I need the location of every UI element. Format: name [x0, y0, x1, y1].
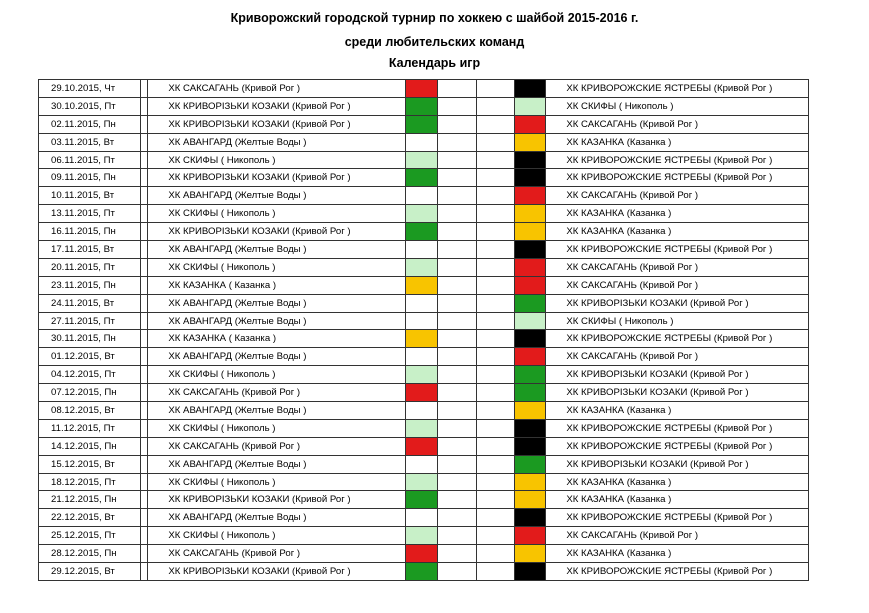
away-team: ХК КАЗАНКА (Казанка ): [546, 402, 809, 420]
home-color-swatch: [405, 437, 437, 455]
away-color-swatch: [515, 437, 546, 455]
away-color-swatch: [515, 97, 546, 115]
table-row: [39, 241, 809, 259]
away-team: ХК КРИВОРОЖСКИЕ ЯСТРЕБЫ (Кривой Рог ): [546, 169, 809, 187]
score-cell: [476, 97, 515, 115]
away-team: ХК САКСАГАНЬ (Кривой Рог ): [546, 115, 809, 133]
home-color-swatch: [405, 455, 437, 473]
home-team: ХК КРИВОРІЗЬКИ КОЗАКИ (Кривой Рог ): [148, 115, 405, 133]
table-row: [39, 294, 809, 312]
gap-cell: [141, 563, 148, 581]
score-cell: [476, 241, 515, 259]
away-team: ХК САКСАГАНЬ (Кривой Рог ): [546, 258, 809, 276]
score-cell: [476, 187, 515, 205]
away-team: ХК КРИВОРОЖСКИЕ ЯСТРЕБЫ (Кривой Рог ): [546, 151, 809, 169]
score-cell: [438, 330, 477, 348]
table-row: [39, 276, 809, 294]
away-color-swatch: [515, 402, 546, 420]
game-date: 23.11.2015, Пн: [39, 276, 141, 294]
home-team: ХК КРИВОРІЗЬКИ КОЗАКИ (Кривой Рог ): [148, 169, 405, 187]
score-cell: [438, 366, 477, 384]
table-row: [39, 205, 809, 223]
home-color-swatch: [405, 294, 437, 312]
away-team: ХК САКСАГАНЬ (Кривой Рог ): [546, 527, 809, 545]
home-color-swatch: [405, 473, 437, 491]
score-cell: [476, 276, 515, 294]
home-color-swatch: [405, 384, 437, 402]
home-color-swatch: [405, 115, 437, 133]
score-cell: [438, 312, 477, 330]
score-cell: [438, 258, 477, 276]
home-color-swatch: [405, 223, 437, 241]
home-color-swatch: [405, 402, 437, 420]
home-color-swatch: [405, 419, 437, 437]
away-team: ХК САКСАГАНЬ (Кривой Рог ): [546, 187, 809, 205]
away-color-swatch: [515, 527, 546, 545]
home-team: ХК АВАНГАРД (Желтые Воды ): [148, 133, 405, 151]
home-team: ХК СКИФЫ ( Никополь ): [148, 366, 405, 384]
gap-cell: [141, 241, 148, 259]
gap-cell: [141, 348, 148, 366]
table-row: [39, 80, 809, 98]
away-color-swatch: [515, 419, 546, 437]
away-color-swatch: [515, 169, 546, 187]
gap-cell: [141, 169, 148, 187]
score-cell: [476, 455, 515, 473]
home-team: ХК СКИФЫ ( Никополь ): [148, 473, 405, 491]
away-team: ХК КАЗАНКА (Казанка ): [546, 473, 809, 491]
gap-cell: [141, 312, 148, 330]
home-team: ХК АВАНГАРД (Желтые Воды ): [148, 187, 405, 205]
game-date: 15.12.2015, Вт: [39, 455, 141, 473]
score-cell: [438, 545, 477, 563]
gap-cell: [141, 223, 148, 241]
home-team: ХК СКИФЫ ( Никополь ): [148, 419, 405, 437]
home-team: ХК СКИФЫ ( Никополь ): [148, 205, 405, 223]
table-row: [39, 330, 809, 348]
score-cell: [438, 402, 477, 420]
score-cell: [438, 97, 477, 115]
home-color-swatch: [405, 348, 437, 366]
score-cell: [476, 402, 515, 420]
score-cell: [476, 563, 515, 581]
gap-cell: [141, 133, 148, 151]
score-cell: [476, 312, 515, 330]
home-team: ХК КАЗАНКА ( Казанка ): [148, 276, 405, 294]
away-color-swatch: [515, 151, 546, 169]
game-date: 13.11.2015, Пт: [39, 205, 141, 223]
away-color-swatch: [515, 223, 546, 241]
game-date: 10.11.2015, Вт: [39, 187, 141, 205]
game-date: 11.12.2015, Пт: [39, 419, 141, 437]
game-date: 01.12.2015, Вт: [39, 348, 141, 366]
game-date: 09.11.2015, Пн: [39, 169, 141, 187]
score-cell: [476, 437, 515, 455]
table-row: [39, 258, 809, 276]
schedule-table: [38, 79, 809, 581]
gap-cell: [141, 294, 148, 312]
gap-cell: [141, 366, 148, 384]
home-team: ХК САКСАГАНЬ (Кривой Рог ): [148, 545, 405, 563]
away-color-swatch: [515, 276, 546, 294]
away-team: ХК КАЗАНКА (Казанка ): [546, 223, 809, 241]
score-cell: [438, 187, 477, 205]
table-row: [39, 491, 809, 509]
game-date: 29.12.2015, Вт: [39, 563, 141, 581]
score-cell: [476, 527, 515, 545]
table-row: [39, 223, 809, 241]
away-team: ХК КРИВОРІЗЬКИ КОЗАКИ (Кривой Рог ): [546, 384, 809, 402]
score-cell: [476, 205, 515, 223]
score-cell: [438, 384, 477, 402]
game-date: 25.12.2015, Пт: [39, 527, 141, 545]
home-team: ХК СКИФЫ ( Никополь ): [148, 151, 405, 169]
away-team: ХК КАЗАНКА (Казанка ): [546, 545, 809, 563]
away-color-swatch: [515, 563, 546, 581]
game-date: 21.12.2015, Пн: [39, 491, 141, 509]
game-date: 30.10.2015, Пт: [39, 97, 141, 115]
score-cell: [438, 473, 477, 491]
gap-cell: [141, 473, 148, 491]
home-team: ХК КРИВОРІЗЬКИ КОЗАКИ (Кривой Рог ): [148, 97, 405, 115]
score-cell: [438, 563, 477, 581]
away-team: ХК КРИВОРІЗЬКИ КОЗАКИ (Кривой Рог ): [546, 294, 809, 312]
away-color-swatch: [515, 348, 546, 366]
score-cell: [438, 80, 477, 98]
away-team: ХК КРИВОРОЖСКИЕ ЯСТРЕБЫ (Кривой Рог ): [546, 330, 809, 348]
score-cell: [476, 473, 515, 491]
gap-cell: [141, 151, 148, 169]
game-date: 08.12.2015, Вт: [39, 402, 141, 420]
game-date: 17.11.2015, Вт: [39, 241, 141, 259]
score-cell: [438, 241, 477, 259]
schedule-body: [39, 80, 809, 581]
table-row: [39, 97, 809, 115]
score-cell: [438, 151, 477, 169]
score-cell: [438, 169, 477, 187]
home-team: ХК АВАНГАРД (Желтые Воды ): [148, 402, 405, 420]
away-color-swatch: [515, 312, 546, 330]
away-color-swatch: [515, 491, 546, 509]
away-color-swatch: [515, 80, 546, 98]
home-color-swatch: [405, 80, 437, 98]
away-color-swatch: [515, 115, 546, 133]
game-date: 30.11.2015, Пн: [39, 330, 141, 348]
gap-cell: [141, 402, 148, 420]
game-date: 22.12.2015, Вт: [39, 509, 141, 527]
score-cell: [476, 133, 515, 151]
table-row: [39, 169, 809, 187]
home-color-swatch: [405, 133, 437, 151]
score-cell: [476, 545, 515, 563]
score-cell: [438, 419, 477, 437]
away-team: ХК САКСАГАНЬ (Кривой Рог ): [546, 276, 809, 294]
score-cell: [438, 115, 477, 133]
home-team: ХК АВАНГАРД (Желтые Воды ): [148, 241, 405, 259]
home-color-swatch: [405, 97, 437, 115]
game-date: 20.11.2015, Пт: [39, 258, 141, 276]
score-cell: [476, 419, 515, 437]
gap-cell: [141, 97, 148, 115]
home-color-swatch: [405, 187, 437, 205]
away-color-swatch: [515, 205, 546, 223]
home-team: ХК АВАНГАРД (Желтые Воды ): [148, 294, 405, 312]
home-team: ХК САКСАГАНЬ (Кривой Рог ): [148, 437, 405, 455]
home-color-swatch: [405, 312, 437, 330]
table-row: [39, 312, 809, 330]
gap-cell: [141, 419, 148, 437]
home-color-swatch: [405, 330, 437, 348]
game-date: 06.11.2015, Пт: [39, 151, 141, 169]
away-team: ХК КАЗАНКА (Казанка ): [546, 491, 809, 509]
table-row: [39, 545, 809, 563]
away-team: ХК СКИФЫ ( Никополь ): [546, 312, 809, 330]
table-row: [39, 366, 809, 384]
score-cell: [438, 509, 477, 527]
away-team: ХК САКСАГАНЬ (Кривой Рог ): [546, 348, 809, 366]
away-team: ХК КРИВОРОЖСКИЕ ЯСТРЕБЫ (Кривой Рог ): [546, 80, 809, 98]
score-cell: [476, 80, 515, 98]
home-team: ХК СКИФЫ ( Никополь ): [148, 527, 405, 545]
score-cell: [438, 205, 477, 223]
table-row: [39, 473, 809, 491]
away-color-swatch: [515, 455, 546, 473]
away-color-swatch: [515, 366, 546, 384]
game-date: 16.11.2015, Пн: [39, 223, 141, 241]
home-color-swatch: [405, 366, 437, 384]
home-color-swatch: [405, 151, 437, 169]
away-color-swatch: [515, 241, 546, 259]
away-color-swatch: [515, 258, 546, 276]
home-color-swatch: [405, 545, 437, 563]
home-color-swatch: [405, 491, 437, 509]
away-team: ХК КАЗАНКА (Казанка ): [546, 205, 809, 223]
page-subtitle: среди любительских команд: [344, 35, 525, 49]
score-cell: [438, 455, 477, 473]
home-team: ХК КРИВОРІЗЬКИ КОЗАКИ (Кривой Рог ): [148, 491, 405, 509]
table-row: [39, 187, 809, 205]
table-row: [39, 419, 809, 437]
home-team: ХК САКСАГАНЬ (Кривой Рог ): [148, 384, 405, 402]
calendar-heading: Календарь игр: [388, 56, 481, 70]
game-date: 03.11.2015, Вт: [39, 133, 141, 151]
score-cell: [476, 366, 515, 384]
table-row: [39, 437, 809, 455]
away-team: ХК КРИВОРІЗЬКИ КОЗАКИ (Кривой Рог ): [546, 366, 809, 384]
home-color-swatch: [405, 258, 437, 276]
score-cell: [476, 348, 515, 366]
home-team: ХК АВАНГАРД (Желтые Воды ): [148, 348, 405, 366]
away-color-swatch: [515, 294, 546, 312]
table-row: [39, 348, 809, 366]
home-team: ХК САКСАГАНЬ (Кривой Рог ): [148, 80, 405, 98]
gap-cell: [141, 527, 148, 545]
home-team: ХК КРИВОРІЗЬКИ КОЗАКИ (Кривой Рог ): [148, 563, 405, 581]
score-cell: [476, 258, 515, 276]
score-cell: [438, 133, 477, 151]
away-color-swatch: [515, 133, 546, 151]
away-team: ХК КАЗАНКА (Казанка ): [546, 133, 809, 151]
score-cell: [476, 509, 515, 527]
away-color-swatch: [515, 330, 546, 348]
gap-cell: [141, 491, 148, 509]
away-team: ХК СКИФЫ ( Никополь ): [546, 97, 809, 115]
score-cell: [438, 223, 477, 241]
gap-cell: [141, 258, 148, 276]
score-cell: [438, 527, 477, 545]
score-cell: [476, 384, 515, 402]
gap-cell: [141, 437, 148, 455]
score-cell: [476, 169, 515, 187]
away-color-swatch: [515, 545, 546, 563]
home-team: ХК АВАНГАРД (Желтые Воды ): [148, 455, 405, 473]
table-row: [39, 509, 809, 527]
away-team: ХК КРИВОРОЖСКИЕ ЯСТРЕБЫ (Кривой Рог ): [546, 419, 809, 437]
home-team: ХК АВАНГАРД (Желтые Воды ): [148, 509, 405, 527]
score-cell: [476, 223, 515, 241]
table-row: [39, 384, 809, 402]
game-date: 07.12.2015, Пн: [39, 384, 141, 402]
away-team: ХК КРИВОРОЖСКИЕ ЯСТРЕБЫ (Кривой Рог ): [546, 563, 809, 581]
table-row: [39, 151, 809, 169]
gap-cell: [141, 330, 148, 348]
home-color-swatch: [405, 241, 437, 259]
score-cell: [438, 294, 477, 312]
game-date: 04.12.2015, Пт: [39, 366, 141, 384]
game-date: 27.11.2015, Пт: [39, 312, 141, 330]
game-date: 28.12.2015, Пн: [39, 545, 141, 563]
home-team: ХК КАЗАНКА ( Казанка ): [148, 330, 405, 348]
game-date: 02.11.2015, Пн: [39, 115, 141, 133]
score-cell: [476, 115, 515, 133]
gap-cell: [141, 115, 148, 133]
home-color-swatch: [405, 276, 437, 294]
away-team: ХК КРИВОРОЖСКИЕ ЯСТРЕБЫ (Кривой Рог ): [546, 437, 809, 455]
table-row: [39, 563, 809, 581]
score-cell: [476, 294, 515, 312]
table-row: [39, 527, 809, 545]
gap-cell: [141, 187, 148, 205]
game-date: 14.12.2015, Пн: [39, 437, 141, 455]
gap-cell: [141, 384, 148, 402]
table-row: [39, 402, 809, 420]
score-cell: [438, 491, 477, 509]
away-color-swatch: [515, 384, 546, 402]
gap-cell: [141, 545, 148, 563]
away-color-swatch: [515, 473, 546, 491]
score-cell: [476, 330, 515, 348]
home-team: ХК КРИВОРІЗЬКИ КОЗАКИ (Кривой Рог ): [148, 223, 405, 241]
score-cell: [438, 348, 477, 366]
score-cell: [476, 491, 515, 509]
gap-cell: [141, 276, 148, 294]
gap-cell: [141, 205, 148, 223]
table-row: [39, 115, 809, 133]
game-date: 24.11.2015, Вт: [39, 294, 141, 312]
page-title: Криворожский городской турнир по хоккею с шайбой 2015-2016 г.: [230, 11, 639, 25]
table-row: [39, 133, 809, 151]
home-color-swatch: [405, 169, 437, 187]
gap-cell: [141, 509, 148, 527]
home-color-swatch: [405, 509, 437, 527]
score-cell: [438, 276, 477, 294]
away-color-swatch: [515, 509, 546, 527]
home-team: ХК АВАНГАРД (Желтые Воды ): [148, 312, 405, 330]
game-date: 29.10.2015, Чт: [39, 80, 141, 98]
gap-cell: [141, 80, 148, 98]
table-row: [39, 455, 809, 473]
away-color-swatch: [515, 187, 546, 205]
home-color-swatch: [405, 205, 437, 223]
home-team: ХК СКИФЫ ( Никополь ): [148, 258, 405, 276]
away-team: ХК КРИВОРОЖСКИЕ ЯСТРЕБЫ (Кривой Рог ): [546, 241, 809, 259]
home-color-swatch: [405, 563, 437, 581]
away-team: ХК КРИВОРІЗЬКИ КОЗАКИ (Кривой Рог ): [546, 455, 809, 473]
gap-cell: [141, 455, 148, 473]
away-team: ХК КРИВОРОЖСКИЕ ЯСТРЕБЫ (Кривой Рог ): [546, 509, 809, 527]
game-date: 18.12.2015, Пт: [39, 473, 141, 491]
score-cell: [476, 151, 515, 169]
home-color-swatch: [405, 527, 437, 545]
score-cell: [438, 437, 477, 455]
